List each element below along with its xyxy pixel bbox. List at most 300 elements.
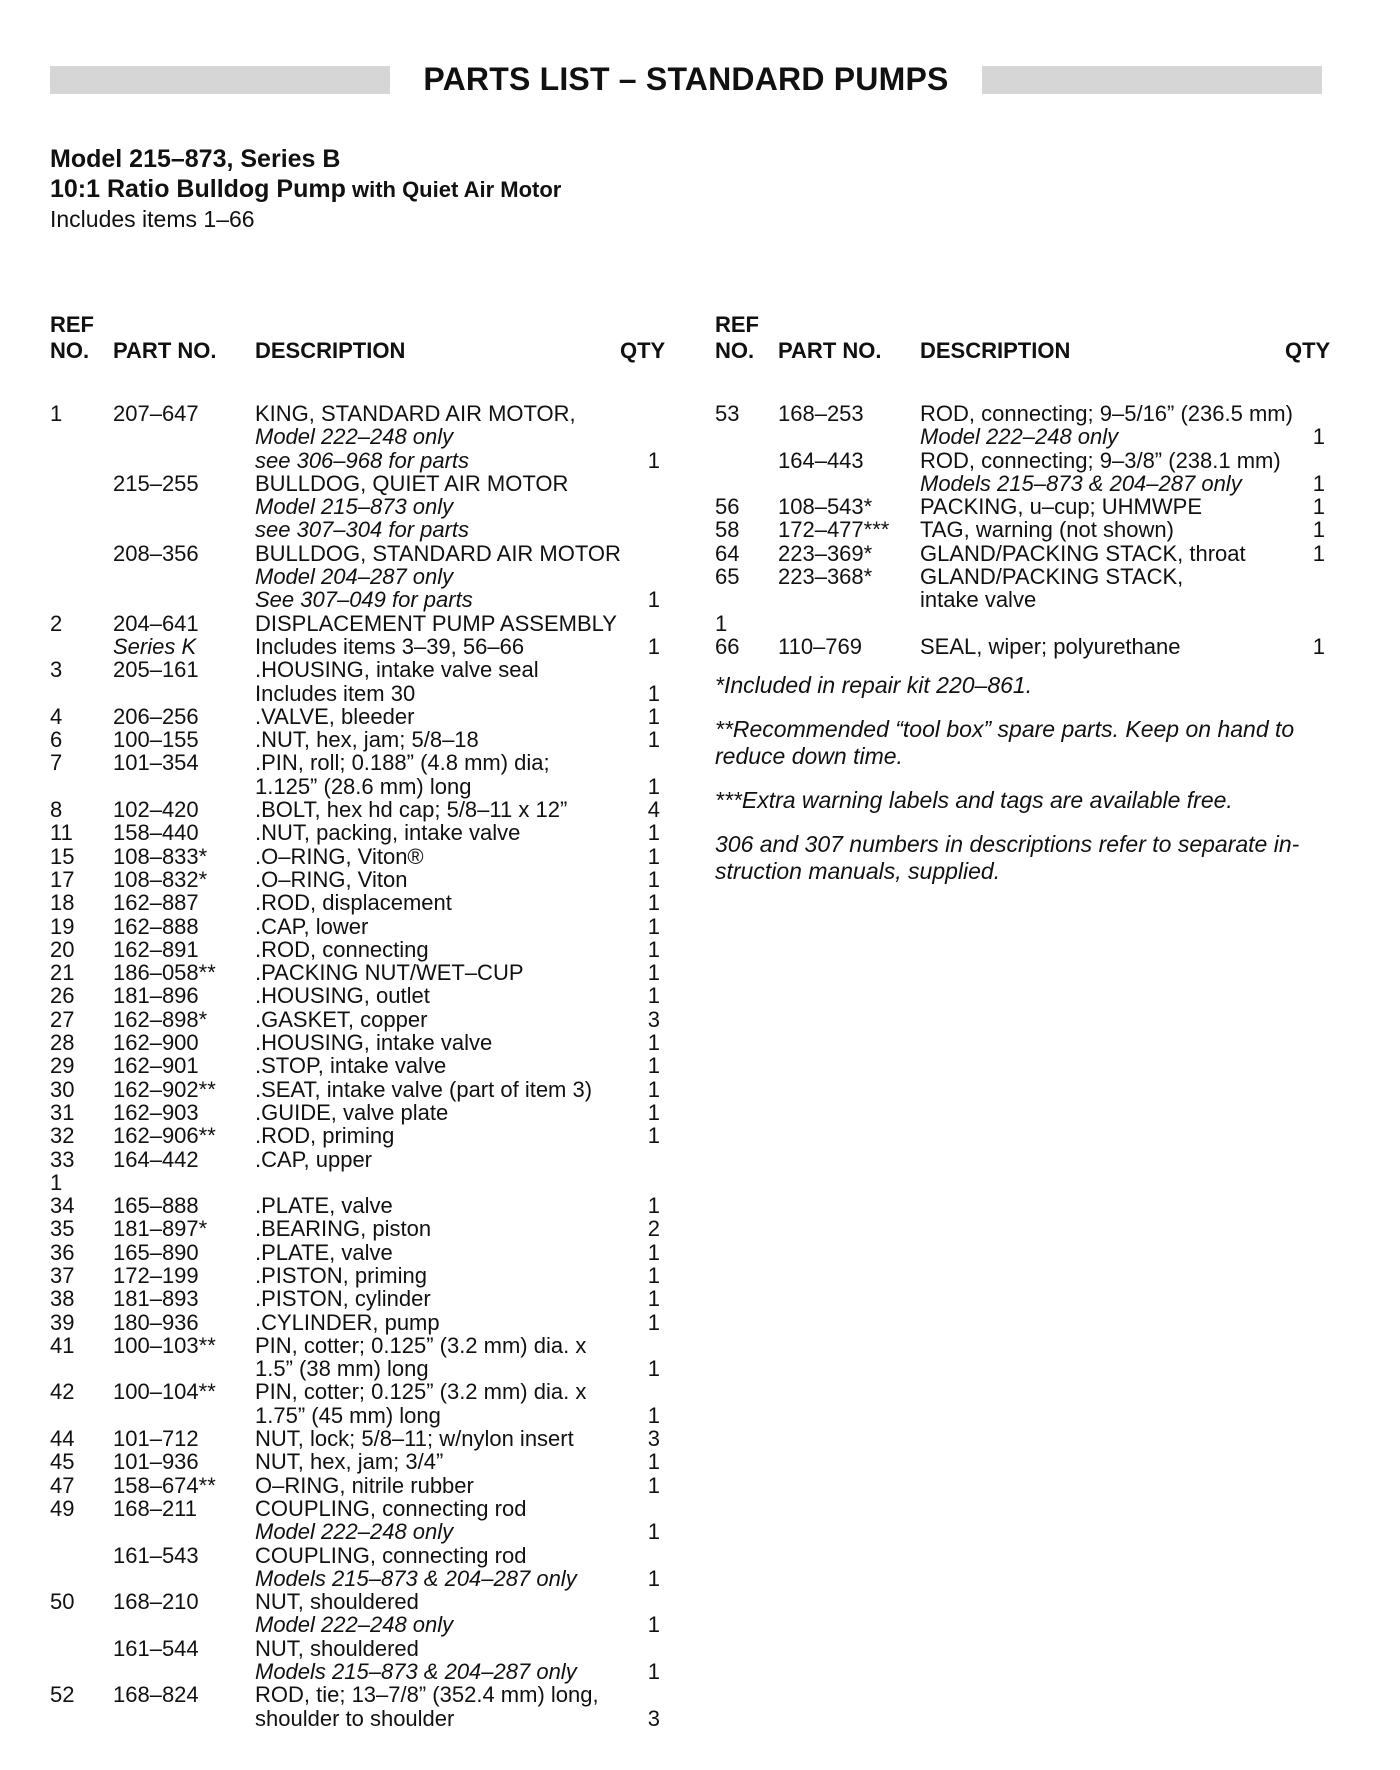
description-line: Model 222–248 only xyxy=(255,424,454,450)
description-line: intake valve xyxy=(920,587,1037,613)
description xyxy=(255,1590,453,1637)
part-number-value: 164–442 xyxy=(113,1146,199,1172)
ref-number: 30 xyxy=(50,1076,75,1102)
ref-number: 35 xyxy=(50,1216,75,1242)
part-series: Series K xyxy=(113,633,197,659)
table-row xyxy=(50,1171,660,1194)
part-number xyxy=(113,658,199,681)
quantity: 1 xyxy=(647,843,660,869)
quantity: 1 xyxy=(647,1239,660,1265)
table-row xyxy=(50,845,660,868)
description xyxy=(255,1124,394,1147)
ref-number: 56 xyxy=(715,494,740,520)
description xyxy=(255,658,539,705)
description-line: ROD, connecting; 9–5/16” (236.5 mm) xyxy=(920,401,1293,426)
part-number xyxy=(113,845,207,868)
table-row xyxy=(50,984,660,1007)
footnotes xyxy=(715,672,1335,902)
ref-number: 64 xyxy=(715,540,740,566)
part-number-value: 208–356 xyxy=(113,540,199,566)
quantity: 1 xyxy=(647,890,660,916)
quantity: 1 xyxy=(647,1472,660,1498)
ref-number: 41 xyxy=(50,1332,75,1358)
quantity: 1 xyxy=(647,1262,660,1288)
quantity: 1 xyxy=(1312,517,1325,543)
part-number-value: 223–368* xyxy=(778,564,873,590)
description-line: Includes items 3–39, 56–66 xyxy=(255,633,525,659)
part-number xyxy=(113,868,207,891)
part-number-value: 181–893 xyxy=(113,1286,199,1312)
parts-table-left xyxy=(50,312,666,1731)
description xyxy=(255,1683,599,1730)
part-number-value: 172–199 xyxy=(113,1262,199,1288)
table-row xyxy=(50,821,660,844)
part-number-value: 162–888 xyxy=(113,913,199,939)
table-row xyxy=(50,658,660,705)
quantity: 1 xyxy=(647,913,660,939)
description-line: .ROD, priming xyxy=(255,1123,395,1149)
description xyxy=(920,635,1181,658)
part-number-value: 108–832* xyxy=(113,866,208,892)
ref-number: 47 xyxy=(50,1472,75,1498)
part-number xyxy=(113,984,199,1007)
description-line: .PLATE, valve xyxy=(255,1193,393,1219)
description xyxy=(920,495,1202,518)
quantity: 1 xyxy=(647,1309,660,1335)
table-row xyxy=(715,495,1325,518)
part-number xyxy=(113,1264,199,1287)
part-number xyxy=(113,1241,199,1264)
ref-number: 50 xyxy=(50,1589,75,1615)
part-number xyxy=(113,1450,199,1473)
part-number xyxy=(113,1031,199,1054)
header-description: DESCRIPTION xyxy=(920,338,1071,363)
ref-number: 4 xyxy=(50,703,63,729)
part-number-value: 158–674** xyxy=(113,1472,216,1498)
description-line: Models 215–873 & 204–287 only xyxy=(920,470,1242,496)
description xyxy=(255,705,414,728)
part-number xyxy=(113,705,199,728)
quantity: 1 xyxy=(647,1099,660,1125)
parts-rows-right xyxy=(715,402,1325,658)
description xyxy=(255,845,424,868)
description-line: O–RING, nitrile rubber xyxy=(255,1472,474,1498)
description xyxy=(255,961,524,984)
ref-number: 44 xyxy=(50,1426,75,1452)
description-line: .BEARING, piston xyxy=(255,1216,432,1242)
footnote-repair-kit: *Included in repair kit 220–861. xyxy=(715,672,1033,698)
description-line: COUPLING, connecting rod xyxy=(255,1542,527,1568)
table-row xyxy=(50,915,660,938)
model-heading xyxy=(50,144,561,233)
table-row xyxy=(715,565,1325,612)
description-line: .HOUSING, intake valve seal xyxy=(255,657,539,683)
part-number xyxy=(113,1217,207,1240)
table-row xyxy=(50,472,660,542)
quantity: 1 xyxy=(647,1356,660,1382)
description xyxy=(255,612,617,659)
part-number xyxy=(113,915,199,938)
footnote-tool-box: **Recommended “tool box” spare parts. Keep on hand to reduce down time. xyxy=(715,716,1295,769)
description-line: DISPLACEMENT PUMP ASSEMBLY xyxy=(255,610,617,636)
ref-number: 2 xyxy=(50,610,63,636)
table-row xyxy=(50,1450,660,1473)
description-line: NUT, shouldered xyxy=(255,1635,419,1661)
part-number xyxy=(113,1101,199,1124)
table-row xyxy=(50,1148,660,1171)
part-number xyxy=(113,402,199,425)
description xyxy=(255,938,429,961)
table-row xyxy=(50,1264,660,1287)
page-banner xyxy=(50,58,1322,100)
ref-number: 11 xyxy=(50,820,73,846)
part-number-value: 102–420 xyxy=(113,797,199,823)
part-number-value: 161–544 xyxy=(113,1635,199,1661)
ref-number: 17 xyxy=(50,866,75,892)
description-line: Models 215–873 & 204–287 only xyxy=(255,1659,577,1685)
description xyxy=(255,1427,574,1450)
quantity: 1 xyxy=(647,633,660,659)
ref-number: 53 xyxy=(715,401,740,426)
ref-number: 52 xyxy=(50,1682,75,1708)
quantity: 1 xyxy=(647,447,660,473)
description xyxy=(255,1217,431,1240)
ref-number: 49 xyxy=(50,1495,75,1521)
model-includes: Includes items 1–66 xyxy=(50,206,255,232)
part-number-value: 101–712 xyxy=(113,1426,199,1452)
part-number xyxy=(113,472,199,495)
quantity: 1 xyxy=(647,820,660,846)
part-number-value: 168–253 xyxy=(778,401,864,426)
description xyxy=(255,891,452,914)
part-number xyxy=(778,518,889,541)
part-number xyxy=(113,542,199,565)
ref-number: 29 xyxy=(50,1053,75,1079)
description xyxy=(255,1241,393,1264)
part-number-value: 158–440 xyxy=(113,820,199,846)
header-no: NO. xyxy=(715,338,755,363)
description-line: .PISTON, priming xyxy=(255,1262,427,1288)
header-ref: REF xyxy=(50,312,94,337)
description-line: TAG, warning (not shown) xyxy=(920,517,1174,543)
part-number xyxy=(113,1194,199,1217)
description-line: SEAL, wiper; polyurethane xyxy=(920,633,1181,659)
part-number-value: 162–887 xyxy=(113,890,199,916)
ref-number: 45 xyxy=(50,1449,75,1475)
part-number xyxy=(113,612,199,659)
quantity: 1 xyxy=(647,1612,660,1638)
part-number xyxy=(113,1334,216,1357)
quantity: 3 xyxy=(647,1426,660,1452)
part-number xyxy=(113,1078,216,1101)
header-no: NO. xyxy=(50,338,90,363)
part-number-value: 205–161 xyxy=(113,657,199,683)
description-line: .NUT, hex, jam; 5/8–18 xyxy=(255,727,479,753)
model-number: Model 215–873, Series B xyxy=(50,145,341,173)
table-row xyxy=(50,1334,660,1381)
quantity: 1 xyxy=(647,1449,660,1475)
footnote-warning-labels: ***Extra warning labels and tags are available free. xyxy=(715,787,1233,813)
ref-number: 8 xyxy=(50,797,63,823)
ref-number: 42 xyxy=(50,1379,75,1405)
part-number-value: 168–824 xyxy=(113,1682,199,1708)
part-number-value: 207–647 xyxy=(113,401,199,426)
description xyxy=(920,542,1246,565)
part-number xyxy=(778,565,872,588)
ref-number: 1 xyxy=(715,610,728,636)
part-number xyxy=(778,542,872,565)
description-line: See 307–049 for parts xyxy=(255,587,473,613)
description-line: .HOUSING, intake valve xyxy=(255,1030,493,1056)
table-row xyxy=(50,891,660,914)
description-line: GLAND/PACKING STACK, throat xyxy=(920,540,1246,566)
table-row xyxy=(50,402,660,472)
description-line: .ROD, connecting xyxy=(255,936,429,962)
description-line: PACKING, u–cup; UHMWPE xyxy=(920,494,1202,520)
description xyxy=(920,565,1183,612)
description-line: ROD, tie; 13–7/8” (352.4 mm) long, xyxy=(255,1682,599,1708)
part-number-value: 100–103** xyxy=(113,1332,216,1358)
ref-number: 32 xyxy=(50,1123,75,1149)
quantity: 3 xyxy=(647,1006,660,1032)
ref-number: 18 xyxy=(50,890,75,916)
description xyxy=(920,518,1174,541)
description-line: .PISTON, cylinder xyxy=(255,1286,431,1312)
description xyxy=(255,821,520,844)
table-row xyxy=(50,1078,660,1101)
description-line: .CAP, lower xyxy=(255,913,369,939)
description xyxy=(255,1287,431,1310)
part-number-value: 164–443 xyxy=(778,447,864,473)
table-header xyxy=(50,312,666,368)
table-header xyxy=(715,312,1331,368)
description xyxy=(255,984,430,1007)
ref-number: 58 xyxy=(715,517,740,543)
description-line: .ROD, displacement xyxy=(255,890,452,916)
part-number xyxy=(113,1590,199,1613)
page-title: PARTS LIST – STANDARD PUMPS xyxy=(423,61,949,97)
description-line: Model 204–287 only xyxy=(255,564,454,590)
table-row xyxy=(715,635,1325,658)
header-ref: REF xyxy=(715,312,759,337)
part-number xyxy=(113,798,199,821)
ref-number: 66 xyxy=(715,633,740,659)
ref-number: 34 xyxy=(50,1193,75,1219)
part-number-value: 110–769 xyxy=(778,633,863,659)
quantity: 2 xyxy=(647,1216,660,1242)
description-line: NUT, shouldered xyxy=(255,1589,419,1615)
part-number xyxy=(113,728,199,751)
table-row xyxy=(50,1031,660,1054)
description xyxy=(255,728,479,751)
quantity: 1 xyxy=(1312,470,1325,496)
part-number-value: 100–155 xyxy=(113,727,199,753)
part-number xyxy=(113,891,199,914)
header-part-no: PART NO. xyxy=(778,338,882,363)
part-number xyxy=(113,1008,207,1031)
ref-number: 20 xyxy=(50,936,75,962)
table-row xyxy=(50,1101,660,1124)
quantity: 1 xyxy=(647,727,660,753)
part-number-value: 186–058** xyxy=(113,960,216,986)
ref-number: 6 xyxy=(50,727,63,753)
ref-number: 37 xyxy=(50,1262,75,1288)
description xyxy=(255,1474,474,1497)
description xyxy=(255,751,550,798)
table-row xyxy=(50,1217,660,1240)
model-description xyxy=(50,174,561,205)
header-qty: QTY xyxy=(1285,338,1331,363)
description-line: 1.5” (38 mm) long xyxy=(255,1356,429,1382)
table-row xyxy=(50,751,660,798)
table-row xyxy=(50,1287,660,1310)
quantity: 1 xyxy=(647,1402,660,1428)
quantity: 1 xyxy=(647,1076,660,1102)
description xyxy=(255,1544,577,1591)
description-line: .PLATE, valve xyxy=(255,1239,393,1265)
description-line: BULLDOG, STANDARD AIR MOTOR xyxy=(255,540,621,566)
description-line: Includes item 30 xyxy=(255,680,416,706)
description xyxy=(255,1008,427,1031)
quantity: 1 xyxy=(1312,633,1325,659)
part-number xyxy=(113,1683,199,1706)
description xyxy=(255,1450,443,1473)
table-row xyxy=(50,1054,660,1077)
parts-rows-left xyxy=(50,402,660,1730)
description-line: .GASKET, copper xyxy=(255,1006,428,1032)
table-row xyxy=(50,705,660,728)
quantity: 1 xyxy=(1312,540,1325,566)
ref-number: 28 xyxy=(50,1030,75,1056)
table-row xyxy=(50,938,660,961)
part-number-value: 172–477*** xyxy=(778,517,890,543)
footnote-manuals: 306 and 307 numbers in descriptions refer to separate in- struction manuals, supplied. xyxy=(715,831,1300,884)
table-row xyxy=(50,1474,660,1497)
ref-number: 39 xyxy=(50,1309,75,1335)
description xyxy=(255,1497,526,1544)
quantity: 1 xyxy=(1312,424,1325,450)
quantity: 1 xyxy=(647,680,660,706)
part-number-value: 206–256 xyxy=(113,703,199,729)
description xyxy=(255,1334,586,1381)
description-line: .NUT, packing, intake valve xyxy=(255,820,521,846)
description-line: NUT, lock; 5/8–11; w/nylon insert xyxy=(255,1426,574,1452)
table-row xyxy=(50,1427,660,1450)
description-line: .BOLT, hex hd cap; 5/8–11 x 12” xyxy=(255,797,568,823)
header-qty: QTY xyxy=(620,338,666,363)
table-row xyxy=(50,1544,660,1591)
table-row xyxy=(715,402,1325,449)
part-number xyxy=(113,1148,199,1171)
description-line: .PIN, roll; 0.188” (4.8 mm) dia; xyxy=(255,750,550,776)
description-line: .SEAT, intake valve (part of item 3) xyxy=(255,1076,593,1102)
description-line: .HOUSING, outlet xyxy=(255,983,430,1009)
part-number xyxy=(778,495,872,518)
table-row xyxy=(715,449,1325,496)
ref-number: 21 xyxy=(50,960,75,986)
part-number-value: 165–888 xyxy=(113,1193,199,1219)
ref-number: 1 xyxy=(50,1169,63,1195)
ref-number: 31 xyxy=(50,1099,75,1125)
description-line: .PACKING NUT/WET–CUP xyxy=(255,960,524,986)
quantity: 1 xyxy=(647,1565,660,1591)
part-number xyxy=(113,1054,199,1077)
description xyxy=(255,1148,372,1171)
part-number-value: 100–104** xyxy=(113,1379,216,1405)
ref-number: 27 xyxy=(50,1006,75,1032)
quantity: 1 xyxy=(647,1286,660,1312)
part-number-value: 204–641 xyxy=(113,610,199,636)
part-number-value: 162–903 xyxy=(113,1099,199,1125)
header-part-no: PART NO. xyxy=(113,338,217,363)
description xyxy=(255,915,368,938)
description-line: PIN, cotter; 0.125” (3.2 mm) dia. x xyxy=(255,1379,587,1405)
part-number-value: 162–898* xyxy=(113,1006,208,1032)
part-number-value: 168–211 xyxy=(113,1495,198,1521)
model-description-suffix: with Quiet Air Motor xyxy=(345,177,562,202)
description-line: .O–RING, Viton® xyxy=(255,843,424,869)
part-number xyxy=(113,1544,199,1567)
part-number-value: 101–936 xyxy=(113,1449,199,1475)
description xyxy=(255,472,568,542)
header-description: DESCRIPTION xyxy=(255,338,406,363)
ref-number: 15 xyxy=(50,843,75,869)
description-line: Model 215–873 only xyxy=(255,494,454,520)
quantity: 3 xyxy=(647,1705,660,1731)
description xyxy=(920,402,1293,449)
description-line: COUPLING, connecting rod xyxy=(255,1495,527,1521)
table-row xyxy=(50,1311,660,1334)
description-line: Model 222–248 only xyxy=(255,1519,454,1545)
quantity: 1 xyxy=(1312,494,1325,520)
quantity: 1 xyxy=(647,1519,660,1545)
part-number-value: 215–255 xyxy=(113,470,199,496)
quantity: 1 xyxy=(647,936,660,962)
description xyxy=(255,402,576,472)
part-number xyxy=(113,1380,216,1403)
part-number-value: 108–833* xyxy=(113,843,208,869)
description-line: GLAND/PACKING STACK, xyxy=(920,564,1184,590)
part-number-value: 101–354 xyxy=(113,750,199,776)
part-number xyxy=(778,402,864,425)
description-line: Model 222–248 only xyxy=(920,424,1119,450)
quantity: 1 xyxy=(647,703,660,729)
description-line: .O–RING, Viton xyxy=(255,866,408,892)
part-number-value: 162–906** xyxy=(113,1123,216,1149)
part-number xyxy=(113,1637,199,1660)
ref-number: 7 xyxy=(50,750,63,776)
table-row xyxy=(50,612,660,659)
part-number xyxy=(113,1427,199,1450)
ref-number: 19 xyxy=(50,913,75,939)
part-number xyxy=(113,821,199,844)
table-row xyxy=(50,1380,660,1427)
description-line: .CYLINDER, pump xyxy=(255,1309,440,1335)
ref-number: 33 xyxy=(50,1146,75,1172)
description xyxy=(255,798,567,821)
description xyxy=(255,1637,577,1684)
description xyxy=(255,1194,393,1217)
ref-number: 3 xyxy=(50,657,63,683)
part-number-value: 162–901 xyxy=(113,1053,199,1079)
part-number xyxy=(113,1497,197,1520)
part-number-value: 223–369* xyxy=(778,540,873,566)
table-row xyxy=(50,728,660,751)
description xyxy=(255,1031,492,1054)
part-number xyxy=(778,449,864,472)
table-row xyxy=(50,798,660,821)
description-line: see 306–968 for parts xyxy=(255,447,470,473)
